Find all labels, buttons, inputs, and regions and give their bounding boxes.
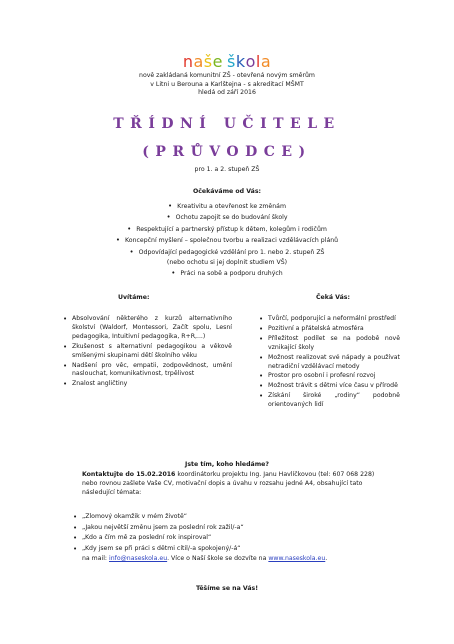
mail-prefix: na mail: bbox=[82, 555, 109, 562]
list-item: • Práci na sobě a podporu druhých bbox=[0, 268, 454, 279]
topics-list bbox=[82, 512, 382, 554]
list-item: • Respektující a partnerský přístup k dětem, kolegům i rodičům bbox=[0, 224, 454, 235]
welcome-heading: Uvítáme: bbox=[118, 294, 150, 301]
subtitle: pro 1. a 2. stupeň ZŠ bbox=[194, 166, 260, 173]
welcome-section bbox=[72, 315, 232, 389]
list-item: • Absolvování některého z kurzů alternativního školství (Waldorf, Montessori, Začít spolu, Lesní pedagogika, Intuitivní pedagogika, R+R,...) bbox=[72, 315, 232, 342]
mail-suffix: . bbox=[325, 555, 328, 562]
list-item: • Zkušenost s alternativní pedagogikou a věkově smíšenými skupinami dětí školního věku bbox=[72, 343, 232, 361]
logo-letter: a bbox=[193, 52, 204, 71]
list-item: • Tvůrčí, podporující a neformální prostředí bbox=[268, 315, 400, 324]
logo-letter: o bbox=[245, 52, 256, 71]
contact-heading: Jste tím, koho hledáme? bbox=[185, 461, 269, 468]
list-item: • „Kdy jsem se při práci s dětmi cítil/-a spokojený/-á“ bbox=[82, 544, 382, 555]
list-item: • „Kdo a čím mě za poslední rok inspiroval“ bbox=[82, 533, 382, 544]
contact-details: koordinátorku projektu Ing. Janu Havlíčkovou (tel: 607 068 228) nebo rovnou zašlete Vaše CV, motivační dopis a úvahu v rozsahu jedné A4, obsahující tato následující témata: bbox=[82, 471, 375, 496]
list-item: • „Zlomový okamžik v mém životě“ bbox=[82, 512, 382, 523]
logo-letter: š bbox=[226, 52, 236, 71]
email-link[interactable]: info@naseskola.eu bbox=[109, 555, 168, 562]
list-item: • Možnost realizovat své nápady a používat netradiční vzdělávací metody bbox=[268, 354, 400, 372]
page-title: TŘÍDNÍ UČITELE bbox=[113, 116, 341, 132]
offer-heading: Čeká Vás: bbox=[316, 294, 350, 301]
mail-line bbox=[82, 555, 402, 562]
school-logo bbox=[0, 52, 454, 71]
expect-list bbox=[0, 201, 454, 258]
logo-letter: k bbox=[235, 52, 246, 71]
logo-letter: l bbox=[255, 52, 261, 71]
intro-line-3: hledá od září 2016 bbox=[198, 89, 256, 97]
closing-line: Těšíme se na Vás! bbox=[195, 585, 259, 592]
logo-letter: a bbox=[260, 52, 272, 71]
intro-line-2: v Litni u Berouna a Karlštejna - s akreditací MŠMT bbox=[150, 80, 304, 88]
list-item: • Možnost trávit s dětmi více času v přírodě bbox=[268, 382, 400, 391]
logo-letter: š bbox=[203, 52, 213, 71]
list-item: • Znalost angličtiny bbox=[72, 380, 232, 389]
logo-letter: e bbox=[212, 52, 223, 71]
welcome-list bbox=[72, 315, 232, 389]
logo-letter: n bbox=[182, 52, 194, 71]
intro-line-1: nově zakládaná komunitní ZŠ - otevřená novým směrům bbox=[139, 72, 315, 79]
list-item: • Ochotu zapojit se do budování školy bbox=[0, 212, 454, 223]
mail-middle: . Více o Naší škole se dozvíte na bbox=[167, 555, 269, 562]
contact-deadline: Kontaktujte do 15.02.2016 bbox=[82, 471, 176, 478]
contact-text bbox=[82, 471, 382, 498]
expect-heading: Očekáváme od Vás: bbox=[192, 188, 262, 195]
offer-list bbox=[268, 315, 400, 410]
topics-section bbox=[82, 512, 382, 554]
offer-section bbox=[268, 315, 400, 410]
list-item: • Koncepční myšlení – společnou tvorbu a realizaci vzdělávacích plánů bbox=[0, 235, 454, 246]
expect-list-last bbox=[0, 268, 454, 279]
website-link[interactable]: www.naseskola.eu bbox=[268, 555, 326, 562]
expect-section bbox=[0, 201, 454, 280]
page-title-sub: (PRŮVODCE) bbox=[142, 144, 312, 160]
expect-note: (nebo ochotu si jej doplnit studiem VŠ) bbox=[166, 259, 288, 267]
list-item: • Získání široké „rodiny“ podobně orientovaných lidí bbox=[268, 392, 400, 410]
list-item: • Odpovídající pedagogické vzdělání pro 1. nebo 2. stupeň ZŠ bbox=[0, 247, 454, 258]
list-item: • „Jakou největší změnu jsem za poslední rok zažil/-a“ bbox=[82, 523, 382, 534]
list-item: • Pozitivní a přátelská atmosféra bbox=[268, 325, 400, 334]
list-item: • Příležitost podílet se na podobě nově vznikající školy bbox=[268, 335, 400, 353]
list-item: • Prostor pro osobní i profesní rozvoj bbox=[268, 372, 400, 381]
list-item: • Kreativitu a otevřenost ke změnám bbox=[0, 201, 454, 212]
list-item: • Nadšení pro věc, empatii, zodpovědnost, umění naslouchat, komunikativnost, trpělivost bbox=[72, 362, 232, 380]
